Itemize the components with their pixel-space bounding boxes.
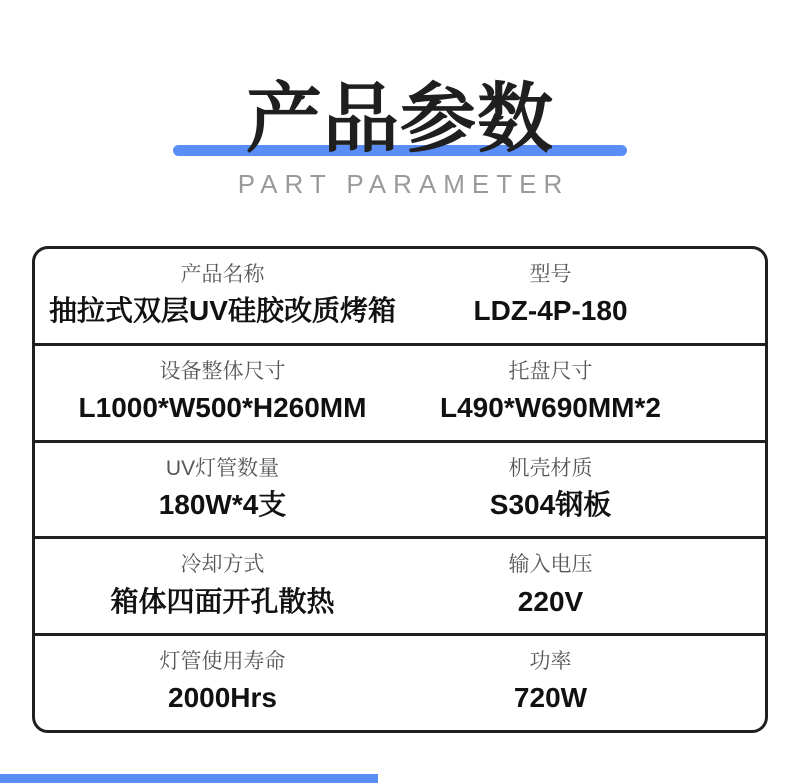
spec-cell-model (400, 262, 765, 328)
spec-label: 机壳材质 (508, 456, 593, 480)
table-row (35, 343, 765, 440)
spec-cell-uv-lamp-count (35, 456, 400, 522)
table-row (35, 440, 765, 537)
spec-cell-power (400, 649, 765, 715)
spec-cell-shell-material (400, 456, 765, 522)
spec-label: 产品名称 (180, 263, 265, 286)
spec-cell-input-voltage (400, 552, 765, 618)
page-subtitle: PART PARAMETER (237, 169, 570, 199)
spec-value: 220V (517, 585, 584, 617)
spec-cell-overall-size (35, 359, 400, 425)
spec-label: 输入电压 (508, 553, 593, 577)
table-row (35, 249, 765, 343)
spec-value: 抽拉式双层UV硅胶改质烤箱 (49, 295, 396, 327)
spec-value: 箱体四面开孔散热 (110, 585, 335, 617)
spec-table (32, 246, 768, 733)
spec-value: L490*W690MM*2 (440, 391, 661, 423)
table-row (35, 536, 765, 633)
page-title: 产品参数 (246, 77, 554, 162)
spec-cell-tray-size (400, 359, 765, 425)
spec-value: 180W*4支 (158, 488, 287, 520)
page-title-group (246, 77, 554, 162)
section-header (0, 0, 800, 197)
table-row (35, 633, 765, 730)
spec-cell-lamp-lifetime (35, 649, 400, 715)
spec-value: L1000*W500*H260MM (78, 391, 367, 423)
spec-label: UV灯管数量 (165, 456, 280, 480)
spec-value: S304钢板 (489, 488, 612, 520)
spec-label: 冷却方式 (180, 553, 265, 577)
next-section-divider (0, 774, 378, 783)
spec-cell-product-name (35, 262, 400, 328)
spec-label: 托盘尺寸 (508, 359, 593, 383)
spec-cell-cooling-method (35, 552, 400, 618)
spec-value: LDZ-4P-180 (473, 295, 628, 327)
spec-label: 功率 (529, 650, 572, 674)
spec-value: 2000Hrs (168, 682, 277, 714)
spec-label: 灯管使用寿命 (159, 650, 286, 674)
spec-label: 设备整体尺寸 (159, 359, 286, 383)
spec-label: 型号 (529, 263, 572, 286)
spec-value: 720W (513, 682, 588, 714)
